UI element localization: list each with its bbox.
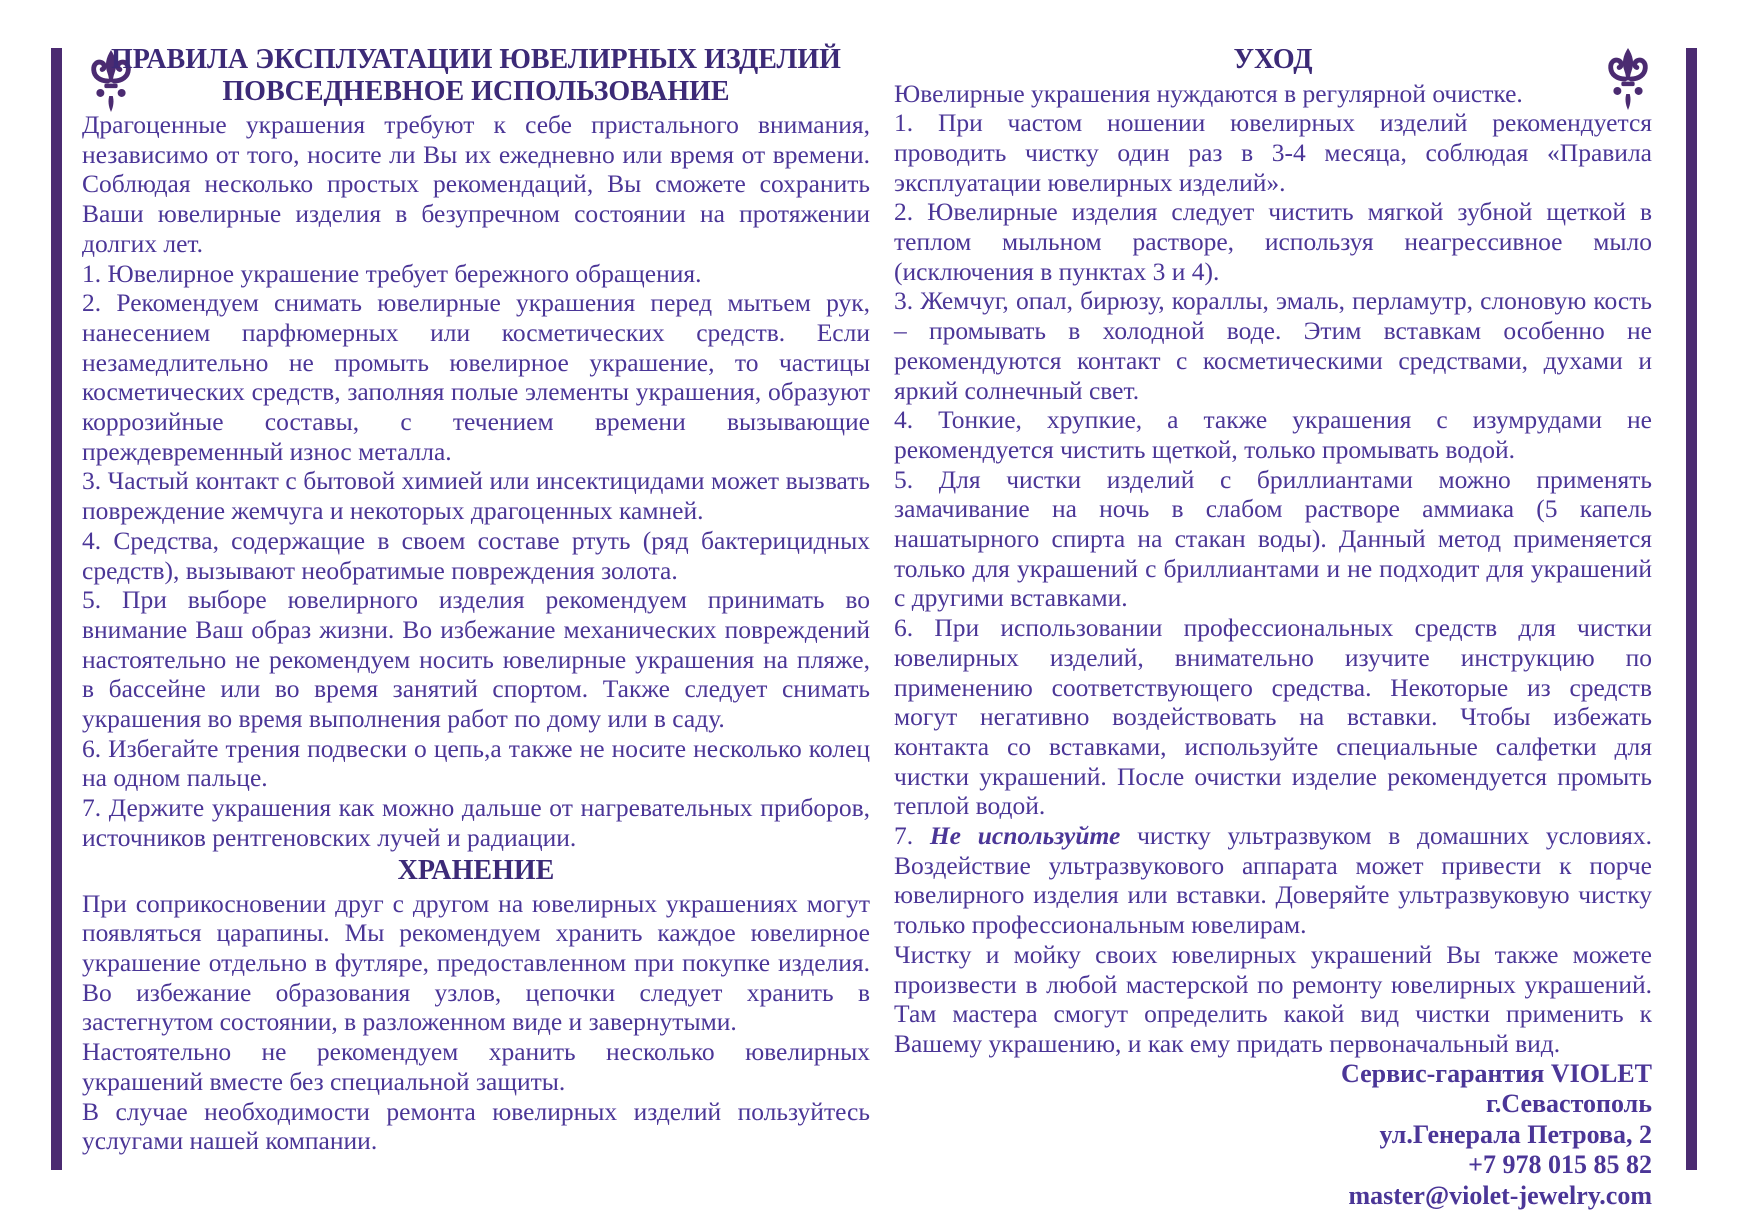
page-title [82,44,870,107]
usage-rules-panel [82,44,870,1156]
page-title-line-1: ПРАВИЛА ЭКСПЛУАТАЦИИ ЮВЕЛИРНЫХ ИЗДЕЛИЙ [111,44,841,75]
care-rule-4: 4. Тонкие, хрупкие, а также украшения с изумрудами не рекомендуется чистить щеткой, только промывать водой. [894,405,1652,464]
care-panel [894,44,1652,1211]
care-rule-5: 5. Для чистки изделий с бриллиантами можно применять замачивание на ночь в слабом растворе аммиака (5 капель нашатырного спирта на стакан воды). Данный метод применяется только для украшений с бриллиантами и не подходит для украшений с другими вставками. [894,464,1652,613]
care-rule-1: 1. При частом ношении ювелирных изделий рекомендуется проводить чистку один раз в 3-4 месяца, соблюдая «Правила эксплуатации ювелирных изделий». [894,108,1652,197]
care-rule-2: 2. Ювелирные изделия следует чистить мягкой зубной щеткой в теплом мыльном растворе, используя неагрессивное мыло (исключения в пунктах 3 и 4). [894,197,1652,286]
left-border-bar [51,48,62,1170]
care-intro: Ювелирные украшения нуждаются в регулярной очистке. [894,78,1523,108]
usage-rule-2: 2. Рекомендуем снимать ювелирные украшения перед мытьем рук, нанесением парфюмерных или косметических средств. Если незамедлительно не промыть ювелирное украшение, то частицы косметических средств, заполняя полые элементы украшения, образуют коррозийные составы, с течением времени вызывающие преждевременный износ металла. [82,288,870,466]
city-line: г.Севастополь [1486,1089,1652,1119]
page-title-line-2: ПОВСЕДНЕВНОЕ ИСПОЛЬЗОВАНИЕ [222,75,730,107]
phone-number: +7 978 015 85 82 [1468,1150,1652,1180]
street-address: ул.Генерала Петрова, 2 [1379,1119,1652,1149]
care-section-heading: УХОД [1233,44,1313,75]
storage-paragraph-1: При соприкосновении друг с другом на ювелирных украшениях могут появляться царапины. Мы рекомендуем хранить каждое ювелирное украшение отдельно в футляре, предоставленном при покупке изделия. Во избежание образования узлов, цепочки следует хранить в застегнутом состоянии, в разложенном виде и завернутыми. [82,888,870,1037]
storage-paragraph-2: Настоятельно не рекомендуем хранить несколько ювелирных украшений вместе без специальной защиты. [82,1037,870,1096]
care-rule-7-rest: чистку ультразвуком в домашних условиях. Воздействие ультразвукового аппарата может привести к порче ювелирного изделия или вставки. Доверяйте ультразвуковую чистку только профессиональным ювелирам. [894,821,1652,940]
usage-rule-4: 4. Средства, содержащие в своем составе ртуть (ряд бактерицидных средств), вызывают необратимые повреждения золота. [82,525,870,585]
storage-section-heading: ХРАНЕНИЕ [397,854,555,886]
email-address: master@violet-jewelry.com [1348,1180,1652,1210]
usage-rule-5: 5. При выборе ювелирного изделия рекомендуем принимать во внимание Ваш образ жизни. Во избежание механических повреждений настоятельно не рекомендуем носить ювелирные украшения на пляже, в бассейне или во время занятий спортом. Также следует снимать украшения во время выполнения работ по дому или в саду. [82,585,870,734]
usage-rule-3: 3. Частый контакт с бытовой химией или инсектицидами может вызвать повреждение жемчуга и некоторых драгоценных камней. [82,466,870,526]
care-rule-7 [894,821,1652,940]
right-border-bar [1686,48,1697,1170]
care-rule-3: 3. Жемчуг, опал, бирюзу, кораллы, эмаль, перламутр, слоновую кость – промывать в холодной воде. Этим вставкам особенно не рекомендуются контакт с косметическими средствами, духами и яркий солнечный свет. [894,286,1652,405]
usage-rule-1: 1. Ювелирное украшение требует бережного обращения. [82,258,702,288]
care-rule-6: 6. При использовании профессиональных средств для чистки ювелирных изделий, внимательно изучите инструкцию по применению соответствующего средства. Некоторые из средств могут негативно воздействовать на вставки. Чтобы избежать контакта со вставками, используйте специальные салфетки для чистки украшений. После очистки изделие рекомендуется промыть теплой водой. [894,613,1652,821]
service-brand-line: Сервис-гарантия VIOLET [1340,1058,1652,1088]
usage-rule-7: 7. Держите украшения как можно дальше от нагревательных приборов, источников рентгеновских лучей и радиации. [82,793,870,852]
contact-block [894,1059,1652,1212]
emphasized-warning: Не используйте [929,821,1121,851]
intro-paragraph: Драгоценные украшения требуют к себе пристального внимания, независимо от того, носите ли Вы их ежедневно или время от времени. Соблюдая несколько простых рекомендаций, Вы сможете сохранить Ваши ювелирные изделия в безупречном состоянии на протяжении долгих лет. [82,110,870,258]
care-rule-7-prefix: 7. [894,821,930,851]
usage-rule-6: 6. Избегайте трения подвески о цепь,а также не носите несколько колец на одном пальце. [82,733,870,793]
care-closing-paragraph: Чистку и мойку своих ювелирных украшений Вы также можете произвести в любой мастерской по ремонту ювелирных украшений. Там мастера смогут определить какой вид чистки применить к Вашему украшению, и как ему придать первоначальный вид. [894,939,1652,1058]
storage-paragraph-3: В случае необходимости ремонта ювелирных изделий пользуйтесь услугами нашей компании. [82,1096,870,1156]
